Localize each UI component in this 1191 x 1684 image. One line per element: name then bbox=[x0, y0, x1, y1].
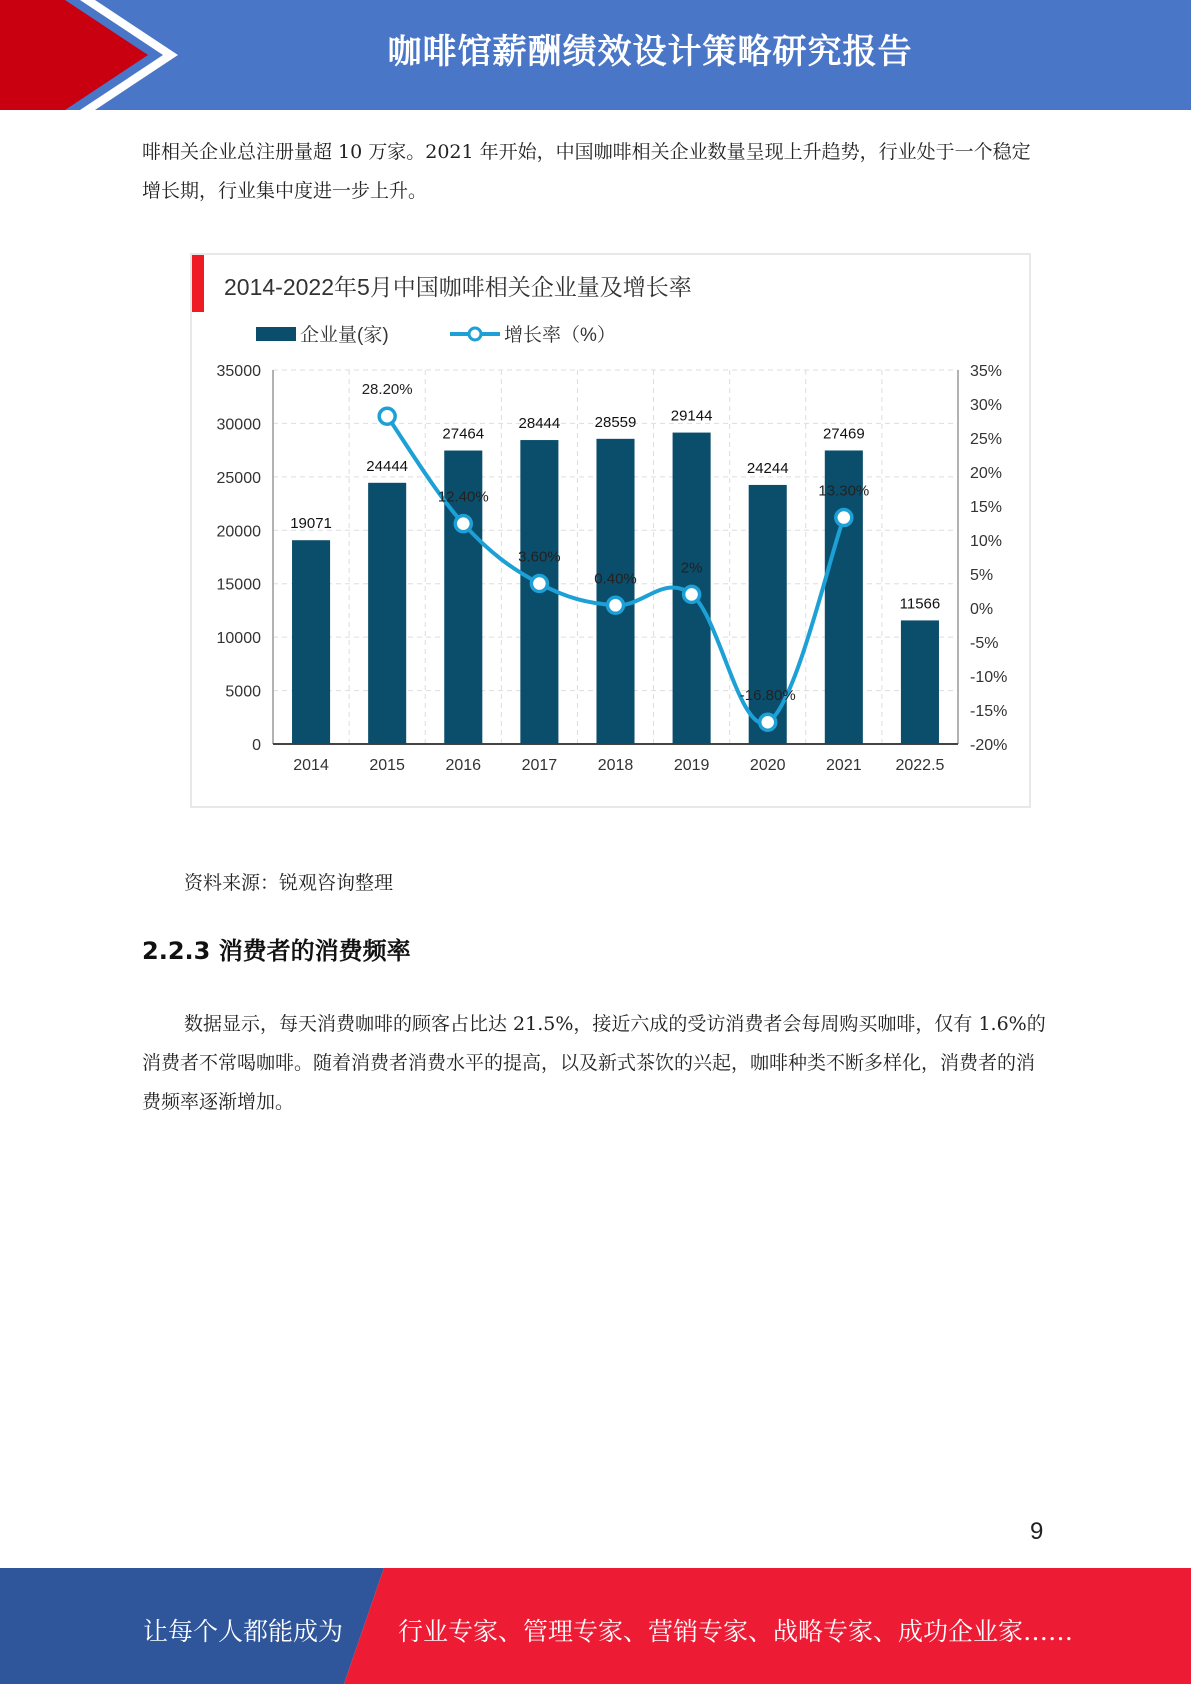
growth-rate-point bbox=[531, 576, 547, 592]
bar-value-label: 28559 bbox=[594, 413, 637, 431]
x-tick-label: 2015 bbox=[369, 757, 405, 774]
bar bbox=[901, 620, 939, 744]
y-left-tick-label: 35000 bbox=[216, 363, 261, 380]
growth-rate-point bbox=[836, 510, 852, 526]
bar-value-label: 11566 bbox=[899, 595, 941, 613]
y-right-tick-label: -20% bbox=[970, 737, 1008, 754]
growth-rate-point bbox=[608, 597, 624, 613]
bar-value-label: 27469 bbox=[822, 425, 865, 443]
y-left-tick-label: 10000 bbox=[216, 630, 261, 648]
x-tick-label: 2021 bbox=[826, 757, 862, 774]
page-footer bbox=[0, 1568, 1191, 1684]
y-left-tick-label: 5000 bbox=[225, 683, 261, 701]
y-right-tick-label: -5% bbox=[970, 635, 999, 652]
bar bbox=[292, 540, 330, 744]
body-paragraph-1: 啡相关企业总注册量超 10 万家。2021 年开始，中国咖啡相关企业数量呈现上升趋势，行业处于一个稳定增长期，行业集中度进一步上升。 bbox=[142, 141, 1031, 202]
y-left-tick-label: 25000 bbox=[216, 469, 261, 487]
footer-slogan-right: 行业专家、管理专家、营销专家、战略专家、成功企业家…… bbox=[398, 1617, 1074, 1646]
y-right-tick-label: -10% bbox=[970, 669, 1008, 686]
body-paragraph-2: 数据显示，每天消费咖啡的顾客占比达 21.5%，接近六成的受访消费者会每周购买咖啡，仅有 1.6%的消费者不常喝咖啡。随着消费者消费水平的提高，以及新式茶饮的兴起，咖啡种类不断多样化，消费者的消费频率逐渐增加。 bbox=[142, 1013, 1046, 1113]
growth-rate-point bbox=[455, 516, 471, 532]
y-left-tick-label: 0 bbox=[252, 737, 261, 754]
header-title: 咖啡馆薪酬绩效设计策略研究报告 bbox=[387, 32, 913, 72]
y-right-tick-label: 25% bbox=[970, 431, 1003, 448]
legend-line-marker bbox=[469, 328, 481, 340]
source-note: 资料来源：锐观咨询整理 bbox=[184, 872, 394, 894]
legend-bar-label: 企业量(家) bbox=[300, 325, 389, 346]
y-right-tick-label: 15% bbox=[970, 499, 1003, 516]
growth-rate-label: 28.20% bbox=[361, 381, 413, 399]
bar-value-label: 28444 bbox=[518, 415, 561, 433]
x-tick-label: 2016 bbox=[445, 757, 482, 774]
bar-value-label: 19071 bbox=[290, 515, 332, 533]
bar-value-label: 24244 bbox=[746, 459, 789, 477]
bar-value-label: 27464 bbox=[442, 425, 485, 443]
chart-title-accent bbox=[192, 255, 204, 312]
chart-svg bbox=[192, 255, 1029, 806]
y-right-tick-label: -15% bbox=[970, 703, 1008, 720]
x-tick-label: 2019 bbox=[673, 757, 710, 774]
y-right-tick-label: 5% bbox=[970, 567, 994, 584]
bar bbox=[368, 483, 406, 744]
x-tick-label: 2022.5 bbox=[895, 757, 945, 774]
chart-title: 2014-2022年5月中国咖啡相关企业量及增长率 bbox=[224, 274, 692, 300]
growth-rate-label: 2% bbox=[680, 559, 703, 577]
growth-rate-label: 0.40% bbox=[594, 570, 637, 588]
y-left-tick-label: 30000 bbox=[216, 416, 261, 434]
growth-rate-label: 13.30% bbox=[818, 482, 870, 500]
page-number: 9 bbox=[1030, 1518, 1044, 1545]
y-right-tick-label: 35% bbox=[970, 363, 1003, 380]
y-right-tick-label: 0% bbox=[970, 601, 994, 618]
growth-rate-point bbox=[379, 408, 395, 424]
y-left-tick-label: 15000 bbox=[216, 576, 261, 594]
x-tick-label: 2018 bbox=[597, 757, 634, 774]
legend-line-label: 增长率（%） bbox=[504, 325, 616, 346]
section-title: 2.2.3 消费者的消费频率 bbox=[142, 937, 411, 965]
growth-rate-label: -16.80% bbox=[739, 687, 796, 705]
y-left-tick-label: 20000 bbox=[216, 523, 261, 541]
x-tick-label: 2020 bbox=[749, 757, 786, 774]
growth-rate-point bbox=[760, 714, 776, 730]
bar-value-label: 29144 bbox=[670, 407, 713, 425]
x-tick-label: 2014 bbox=[293, 757, 329, 774]
chart-container bbox=[190, 253, 1031, 808]
growth-rate-point bbox=[684, 586, 700, 602]
growth-rate-label: 12.40% bbox=[437, 488, 489, 506]
y-right-tick-label: 30% bbox=[970, 397, 1003, 414]
y-right-tick-label: 10% bbox=[970, 533, 1003, 550]
legend-bar-swatch bbox=[256, 327, 296, 341]
bar bbox=[596, 439, 634, 744]
growth-rate-label: 3.60% bbox=[518, 548, 561, 566]
bar-value-label: 24444 bbox=[366, 457, 409, 475]
x-tick-label: 2017 bbox=[521, 757, 558, 774]
y-right-tick-label: 20% bbox=[970, 465, 1003, 482]
page-header bbox=[0, 0, 1191, 110]
footer-slogan-left: 让每个人都能成为 bbox=[143, 1617, 344, 1646]
